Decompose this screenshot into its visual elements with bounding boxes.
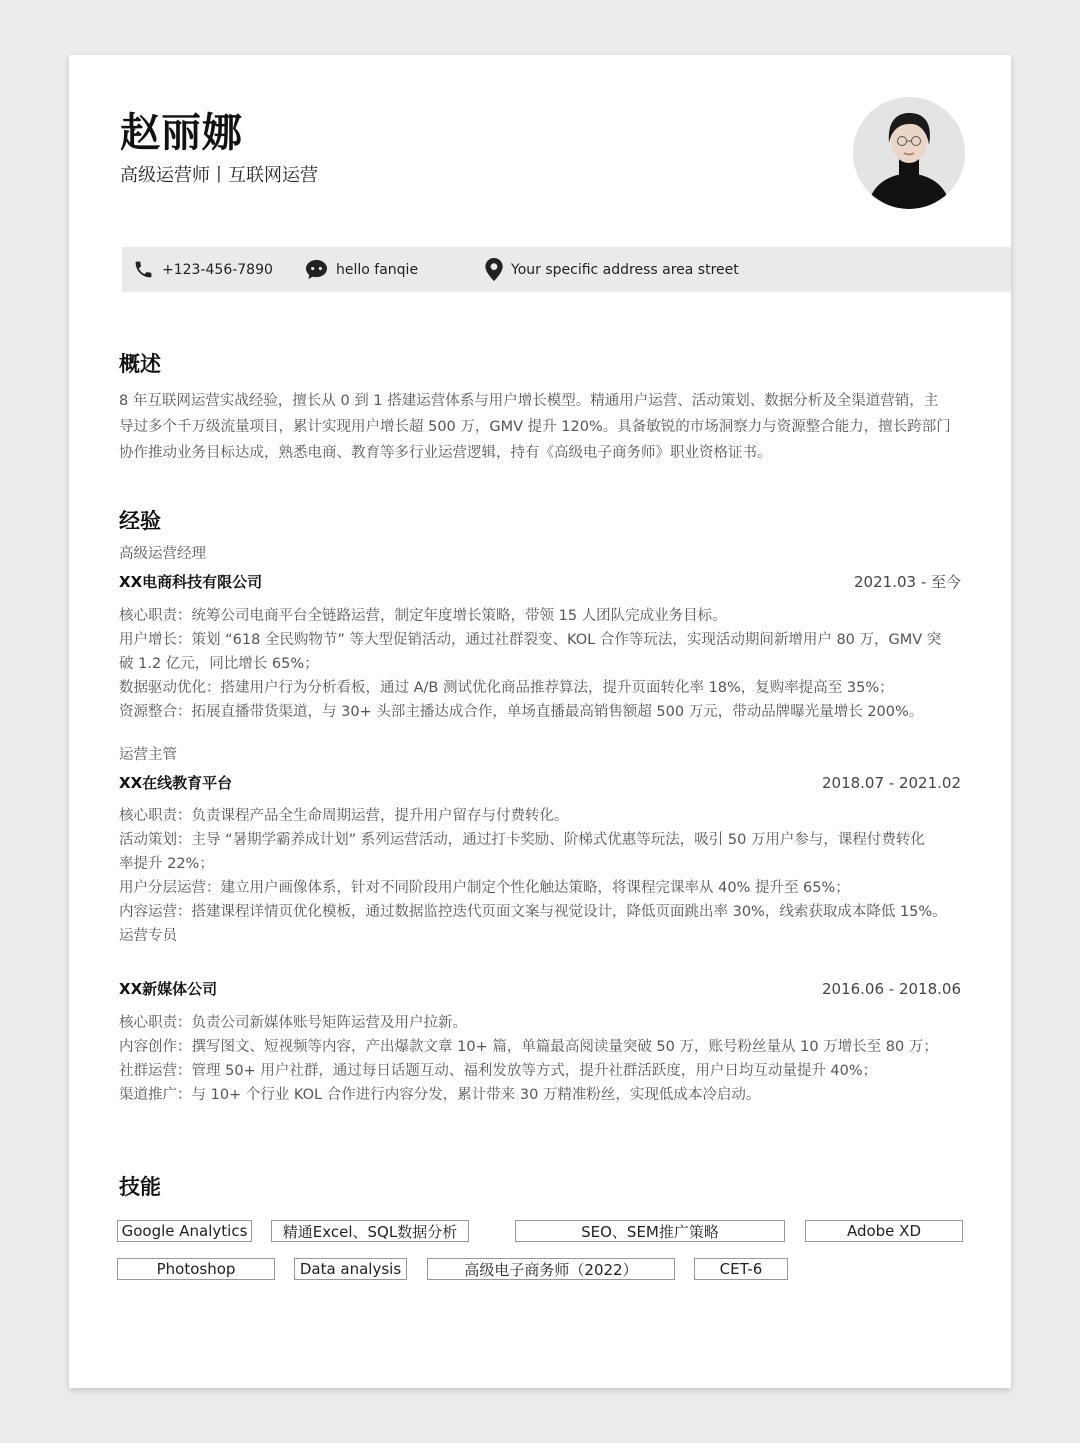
job-detail-line: 数据驱动优化：搭建用户行为分析看板，通过 A/B 测试优化商品推荐算法，提升页面转化率 18%，复购率提高至 35%； bbox=[119, 680, 894, 696]
skill-tag: 精通Excel、SQL数据分析 bbox=[271, 1220, 469, 1242]
job-role: 高级运营经理 bbox=[119, 546, 206, 562]
contact-address bbox=[485, 247, 739, 292]
job-role: 运营主管 bbox=[119, 747, 177, 763]
phone-number: +123-456-7890 bbox=[162, 261, 273, 278]
job-detail-line: 核心职责：负责公司新媒体账号矩阵运营及用户拉新。 bbox=[119, 1015, 467, 1031]
summary-line: 导过多个千万级流量项目，累计实现用户增长超 500 万，GMV 提升 120%。具备敏锐的市场洞察力与资源整合能力，擅长跨部门 bbox=[119, 419, 951, 435]
job-company: XX在线教育平台 bbox=[119, 774, 233, 792]
job-company: XX电商科技有限公司 bbox=[119, 573, 263, 591]
skill-tag: 高级电子商务师（2022） bbox=[427, 1258, 675, 1280]
job-detail-line: 社群运营：管理 50+ 用户社群，通过每日话题互动、福利发放等方式，提升社群活跃度，用户日均互动量提升 40%； bbox=[119, 1063, 878, 1079]
job-detail-line: 资源整合：拓展直播带货渠道，与 30+ 头部主播达成合作，单场直播最高销售额超 500 万元，带动品牌曝光量增长 200%。 bbox=[119, 704, 924, 720]
job-date: 2016.06 - 2018.06 bbox=[821, 980, 961, 998]
section-title-summary: 概述 bbox=[119, 352, 161, 376]
job-detail-line: 用户增长：策划 “618 全民购物节” 等大型促销活动，通过社群裂变、KOL 合作等玩法，实现活动期间新增用户 80 万，GMV 突 bbox=[119, 632, 942, 648]
section-title-experience: 经验 bbox=[119, 509, 161, 533]
job-title: 高级运营师丨互联网运营 bbox=[120, 165, 318, 186]
skill-tag: Google Analytics bbox=[117, 1220, 252, 1242]
contact-wechat bbox=[305, 247, 418, 292]
job-details bbox=[119, 1011, 965, 1107]
job-detail-line: 率提升 22%； bbox=[119, 856, 214, 872]
skill-tag: Photoshop bbox=[117, 1258, 275, 1280]
avatar bbox=[853, 97, 965, 209]
job-details bbox=[119, 604, 965, 724]
location-pin-icon bbox=[485, 258, 503, 281]
summary-text bbox=[119, 388, 965, 466]
job-company: XX新媒体公司 bbox=[119, 980, 218, 998]
contact-phone bbox=[133, 247, 273, 292]
chat-bubble-icon bbox=[305, 259, 328, 280]
phone-icon bbox=[133, 259, 154, 280]
section-title-skills: 技能 bbox=[119, 1175, 161, 1199]
job-detail-line: 核心职责：负责课程产品全生命周期运营，提升用户留存与付费转化。 bbox=[119, 808, 569, 824]
job-detail-line: 运营专员 bbox=[119, 928, 177, 944]
job-detail-line: 用户分层运营：建立用户画像体系，针对不同阶段用户制定个性化触达策略，将课程完课率从 40% 提升至 65%； bbox=[119, 880, 850, 896]
contact-bar bbox=[122, 247, 1011, 292]
skill-tag: CET-6 bbox=[694, 1258, 788, 1280]
skill-tag: Data analysis bbox=[294, 1258, 407, 1280]
job-details bbox=[119, 804, 965, 948]
job-detail-line: 核心职责：统筹公司电商平台全链路运营，制定年度增长策略，带领 15 人团队完成业务目标。 bbox=[119, 608, 727, 624]
candidate-name: 赵丽娜 bbox=[120, 110, 243, 156]
address-text: Your specific address area street bbox=[511, 261, 739, 278]
summary-line: 8 年互联网运营实战经验，擅长从 0 到 1 搭建运营体系与用户增长模型。精通用户运营、活动策划、数据分析及全渠道营销，主 bbox=[119, 393, 939, 409]
job-date: 2018.07 - 2021.02 bbox=[821, 774, 961, 792]
job-detail-line: 活动策划：主导 “暑期学霸养成计划” 系列运营活动，通过打卡奖励、阶梯式优惠等玩法，吸引 50 万用户参与，课程付费转化 bbox=[119, 832, 925, 848]
resume-page bbox=[69, 55, 1011, 1388]
skill-tag: Adobe XD bbox=[805, 1220, 963, 1242]
job-detail-line: 破 1.2 亿元，同比增长 65%； bbox=[119, 656, 319, 672]
job-detail-line: 内容运营：搭建课程详情页优化模板，通过数据监控迭代页面文案与视觉设计，降低页面跳出率 30%，线索获取成本降低 15%。 bbox=[119, 904, 947, 920]
skill-tag: SEO、SEM推广策略 bbox=[515, 1220, 785, 1242]
job-date: 2021.03 - 至今 bbox=[854, 573, 961, 591]
wechat-id: hello fanqie bbox=[336, 261, 419, 278]
job-detail-line: 渠道推广：与 10+ 个行业 KOL 合作进行内容分发，累计带来 30 万精准粉丝，实现低成本冷启动。 bbox=[119, 1087, 761, 1103]
job-detail-line: 内容创作：撰写图文、短视频等内容，产出爆款文章 10+ 篇，单篇最高阅读量突破 50 万，账号粉丝量从 10 万增长至 80 万； bbox=[119, 1039, 938, 1055]
summary-line: 协作推动业务目标达成，熟悉电商、教育等多行业运营逻辑，持有《高级电子商务师》职业资格证书。 bbox=[119, 445, 772, 461]
